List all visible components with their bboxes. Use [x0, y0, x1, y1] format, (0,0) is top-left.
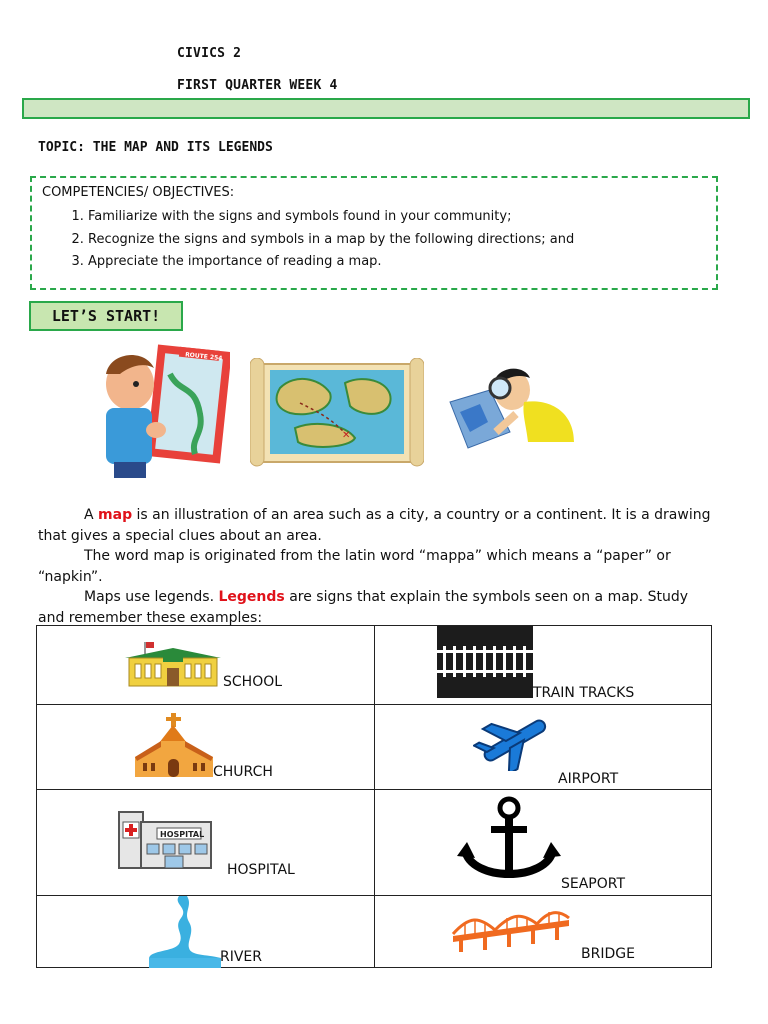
- legend-cell-river: [37, 896, 375, 968]
- hospital-icon: [113, 806, 217, 870]
- church-icon: [135, 713, 213, 777]
- legend-label-school: SCHOOL: [223, 674, 283, 690]
- subject-title: CIVICS 2: [177, 46, 242, 61]
- legend-label-airport: AIRPORT: [558, 771, 619, 787]
- paragraph-text: Maps use legends.: [84, 589, 215, 605]
- legend-label-river: RIVER: [220, 949, 263, 965]
- map-definition-paragraph: [38, 505, 718, 628]
- competencies-title: COMPETENCIES/ OBJECTIVES:: [42, 185, 235, 200]
- legend-cell-seaport: [375, 790, 712, 896]
- lets-start-banner: LET’S START!: [29, 301, 183, 331]
- airplane-icon: [473, 711, 555, 771]
- table-row: [37, 896, 712, 968]
- school-icon: [125, 640, 221, 690]
- paragraph-text: is an illustration of an area such as a city, a country or a continent. It is a drawing that gives a special clues about an area.: [38, 507, 711, 544]
- legend-label-seaport: SEAPORT: [561, 876, 626, 892]
- topic-heading: TOPIC: THE MAP AND ITS LEGENDS: [38, 140, 273, 155]
- legend-cell-church: [37, 705, 375, 790]
- objective-item: 3. Appreciate the importance of reading a map.: [88, 251, 574, 274]
- table-row: [37, 790, 712, 896]
- bridge-icon: [449, 906, 573, 952]
- keyword-map: map: [98, 507, 133, 523]
- legend-cell-train-tracks: [375, 626, 712, 705]
- legend-label-hospital: HOSPITAL: [227, 862, 295, 878]
- objectives-list: [54, 206, 574, 274]
- legend-cell-airport: [375, 705, 712, 790]
- treasure-map-illustration: [250, 358, 424, 468]
- competencies-box: [30, 176, 718, 290]
- legend-cell-school: [37, 626, 375, 705]
- boy-with-magnifier-illustration: [440, 362, 580, 462]
- week-title: FIRST QUARTER WEEK 4: [177, 78, 338, 93]
- mappa-origin-text: The word map is originated from the latin word “mappa” which means a “paper” or “napkin”.: [38, 548, 671, 585]
- paragraph-text: A: [84, 507, 94, 523]
- keyword-legends: Legends: [218, 589, 285, 605]
- hospital-sign-text: HOSPITAL: [160, 830, 205, 839]
- boy-reading-map-illustration: [100, 344, 230, 480]
- table-row: [37, 626, 712, 705]
- objective-item: 2. Recognize the signs and symbols in a map by the following directions; and: [88, 229, 574, 252]
- legend-table: [36, 625, 712, 968]
- table-row: [37, 705, 712, 790]
- header-divider-bar: [22, 98, 750, 119]
- legend-label-church: CHURCH: [213, 764, 273, 780]
- paragraph-text: are signs that explain the symbols seen on a map. Study and remember these examples:: [38, 589, 688, 626]
- route-sign-text: ROUTE 254: [184, 351, 223, 363]
- legend-label-bridge: BRIDGE: [581, 946, 635, 962]
- anchor-icon: [457, 796, 561, 888]
- train-tracks-icon: [437, 626, 533, 698]
- legend-cell-hospital: [37, 790, 375, 896]
- legend-cell-bridge: [375, 896, 712, 968]
- legend-label-train-tracks: TRAIN TRACKS: [533, 685, 635, 701]
- river-icon: [145, 896, 221, 968]
- svg-text:✕: ✕: [342, 430, 351, 441]
- objective-item: 1. Familiarize with the signs and symbols found in your community;: [88, 206, 574, 229]
